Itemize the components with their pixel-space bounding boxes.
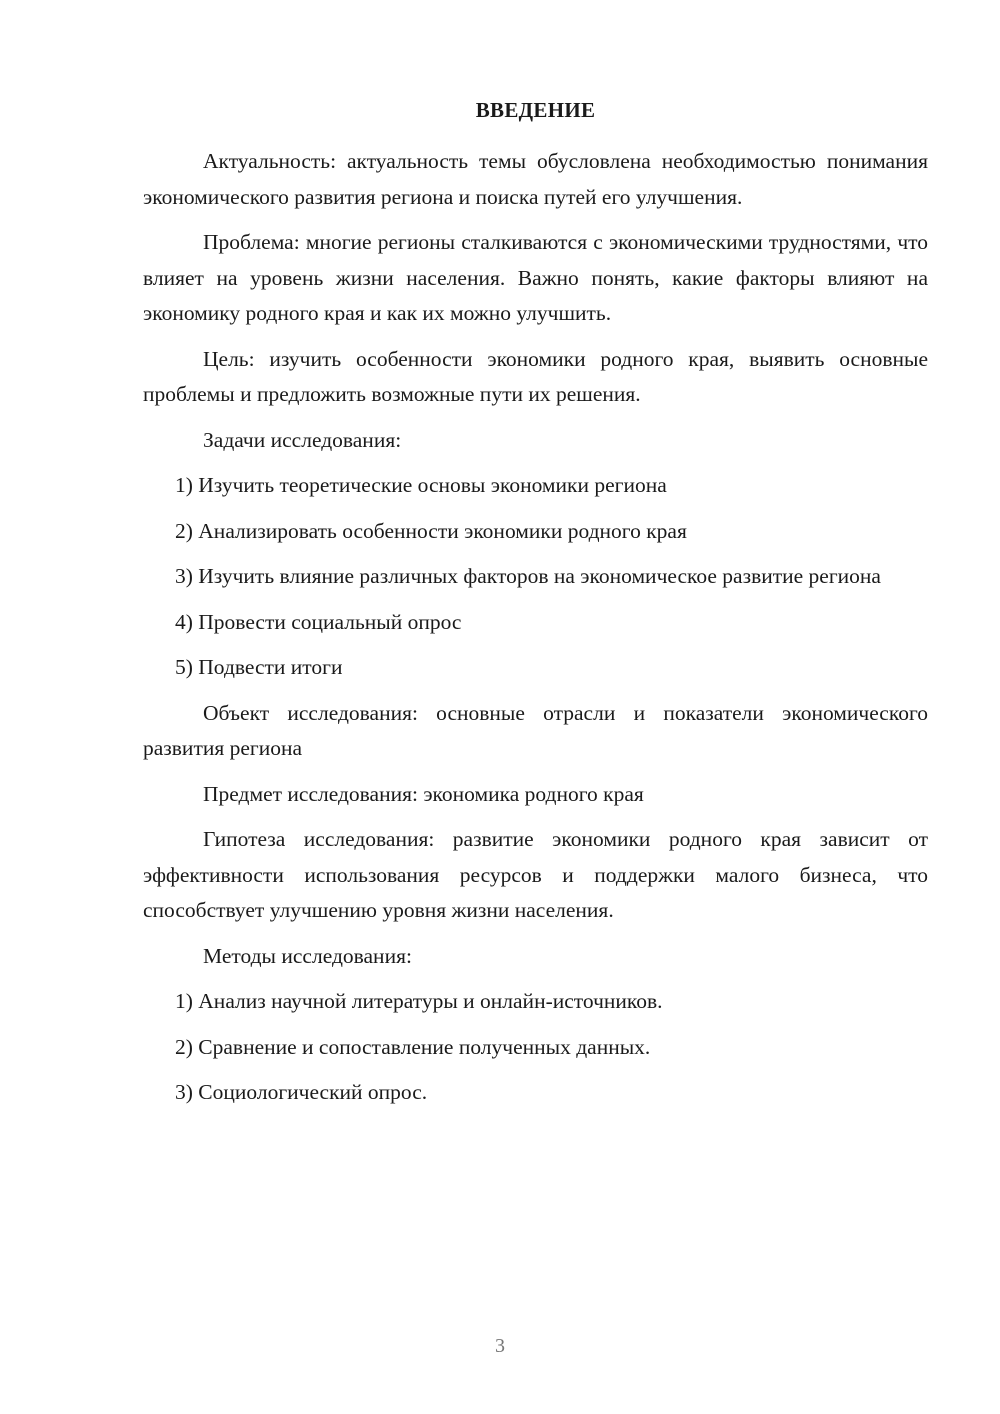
task-item: 3) Изучить влияние различных факторов на экономическое развитие региона [175,564,881,588]
task-item: 4) Провести социальный опрос [175,609,462,634]
method-item: 2) Сравнение и сопоставление полученных данных. [175,1034,651,1059]
task-item: 5) Подвести итоги [175,655,343,679]
document-page [143,96,928,1121]
method-item: 1) Анализ научной литературы и онлайн-источников. [175,989,663,1013]
document-title: ВВЕДЕНИЕ [475,98,596,122]
task-item: 2) Анализировать особенности экономики родного края [175,518,687,543]
page-number: 3 [495,1335,505,1357]
method-item: 3) Социологический опрос. [175,1080,428,1104]
relevance-paragraph: Актуальность: актуальность темы обусловлена необходимостью понимания экономического развития региона и поиска путей его улучшения. [143,149,928,209]
hypothesis-paragraph: Гипотеза исследования: развитие экономики родного края зависит от эффективности использования ресурсов и поддержки малого бизнеса, что способствует улучшению уровня жизни населения. [143,827,928,922]
object-paragraph: Объект исследования: основные отрасли и показатели экономического развития региона [143,700,928,760]
problem-paragraph: Проблема: многие регионы сталкиваются с экономическими трудностями, что влияет на уровень жизни населения. Важно понять, какие факторы влияют на экономику родного края и как их можно улучшить. [143,230,928,325]
tasks-heading: Задачи исследования: [203,427,402,452]
task-item: 1) Изучить теоретические основы экономики региона [175,473,667,497]
goal-paragraph: Цель: изучить особенности экономики родного края, выявить основные проблемы и предложить возможные пути их решения. [143,346,928,406]
subject-paragraph: Предмет исследования: экономика родного края [203,781,644,806]
methods-heading: Методы исследования: [203,943,412,968]
